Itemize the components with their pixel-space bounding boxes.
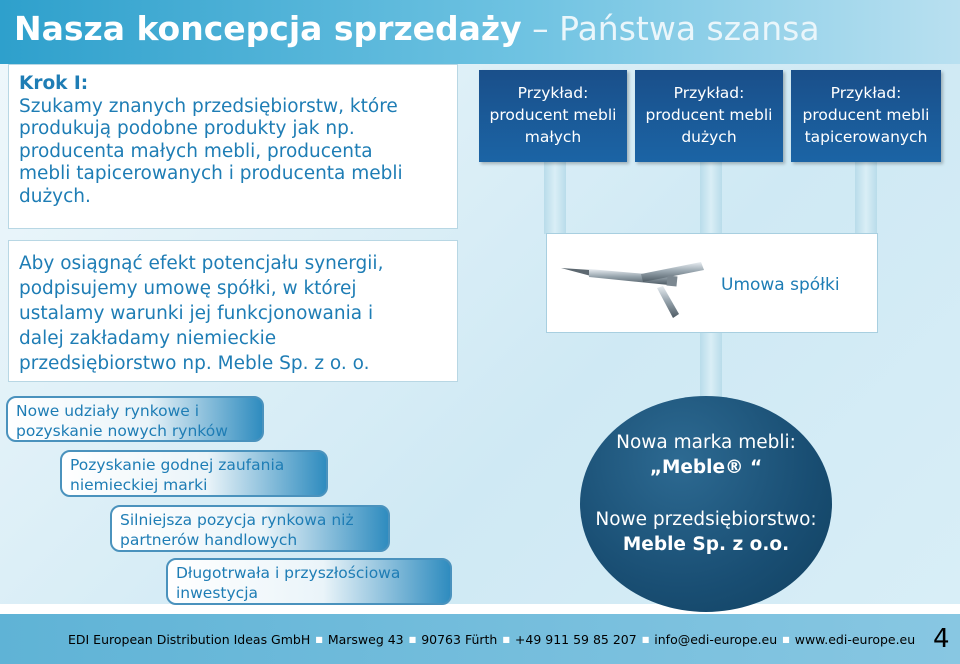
example-type: producent mebli: [489, 106, 617, 124]
new-brand-ellipse: [580, 396, 832, 612]
footer-city: 90763 Fürth: [421, 632, 498, 647]
step-line: producenta małych mebli, producenta: [19, 140, 373, 162]
footer-email[interactable]: info@edi-europe.eu: [654, 632, 778, 647]
slide-title-rest: – Państwa szansa: [532, 9, 820, 48]
benefit-line: inwestycja: [176, 584, 258, 602]
brand-heading: Nowa marka mebli:: [616, 432, 796, 453]
synergy-line: przedsiębiorstwo np. Meble Sp. z o. o.: [19, 353, 370, 374]
benefit-line: partnerów handlowych: [120, 531, 298, 549]
footer-company: EDI European Distribution Ideas GmbH: [68, 632, 311, 647]
footer-contact: [68, 632, 915, 647]
footer-street: Marsweg 43: [327, 632, 404, 647]
brand-name: „Meble® “: [649, 457, 763, 478]
benefit-line: Pozyskanie godnej zaufania: [70, 456, 285, 474]
example-box-small: [479, 70, 627, 162]
synergy-line: podpisujemy umowę spółki, w której: [19, 278, 357, 299]
benefit-line: pozyskanie nowych rynków: [16, 422, 228, 440]
arrow-connector: [544, 162, 566, 234]
benefit-line: Nowe udziały rynkowe i: [16, 402, 200, 420]
arrow-connector: [700, 162, 722, 234]
step-heading: Krok I:: [19, 73, 89, 94]
benefit-long-term-investment: [166, 558, 452, 605]
example-label: Przykład:: [517, 84, 589, 102]
company-heading: Nowe przedsiębiorstwo:: [595, 509, 817, 530]
example-detail: tapicerowanych: [804, 128, 928, 146]
example-label: Przykład:: [673, 84, 745, 102]
synergy-panel: [8, 240, 458, 382]
separator-icon: ■: [641, 635, 650, 644]
step-line: mebli tapicerowanych i producenta mebli: [19, 163, 403, 184]
benefit-new-market-share: [6, 396, 264, 442]
benefit-line: Silniejsza pozycja rynkowa niż: [120, 511, 354, 529]
contract-panel: [546, 233, 878, 333]
separator-icon: ■: [782, 635, 790, 644]
step-panel: [8, 64, 458, 229]
benefit-line: Długotrwała i przyszłościowa: [176, 564, 401, 582]
synergy-line: Aby osiągnąć efekt potencjału synergii,: [19, 253, 384, 274]
slide-title: [14, 9, 820, 48]
example-type: producent mebli: [802, 106, 930, 124]
footer: [0, 614, 960, 664]
contract-label: Umowa spółki: [721, 275, 840, 295]
benefit-stronger-position: [110, 505, 390, 552]
arrow-connector: [700, 331, 722, 397]
synergy-line: ustalamy warunki jej funkcjonowania i: [19, 303, 374, 324]
pen-icon: [551, 234, 711, 332]
separator-icon: ■: [315, 635, 323, 644]
example-type: producent mebli: [645, 106, 773, 124]
example-detail: małych: [524, 128, 582, 146]
separator-icon: ■: [502, 635, 510, 644]
step-line: dużych.: [19, 185, 91, 207]
benefit-trusted-brand: [60, 450, 328, 497]
synergy-text: [19, 251, 383, 376]
slide-title-main: Nasza koncepcja sprzedaży: [14, 9, 522, 48]
example-detail: dużych: [681, 128, 737, 146]
separator-icon: ■: [408, 635, 417, 644]
footer-website[interactable]: www.edi-europe.eu: [794, 632, 916, 647]
step-line: Szukamy znanych przedsiębiorstw, które: [19, 95, 398, 117]
arrow-connector: [855, 162, 877, 234]
synergy-line: dalej zakładamy niemieckie: [19, 328, 277, 349]
footer-phone: +49 911 59 85 207: [514, 632, 637, 647]
example-label: Przykład:: [830, 84, 902, 102]
title-bar: [0, 0, 960, 64]
example-box-large: [635, 70, 783, 162]
page-number: 4: [933, 624, 950, 654]
step-text: [19, 73, 403, 208]
example-box-upholstered: [791, 70, 941, 162]
step-line: produkują podobne produkty jak np.: [19, 118, 355, 139]
benefit-line: niemieckiej marki: [70, 476, 208, 494]
company-name: Meble Sp. z o.o.: [622, 534, 790, 555]
